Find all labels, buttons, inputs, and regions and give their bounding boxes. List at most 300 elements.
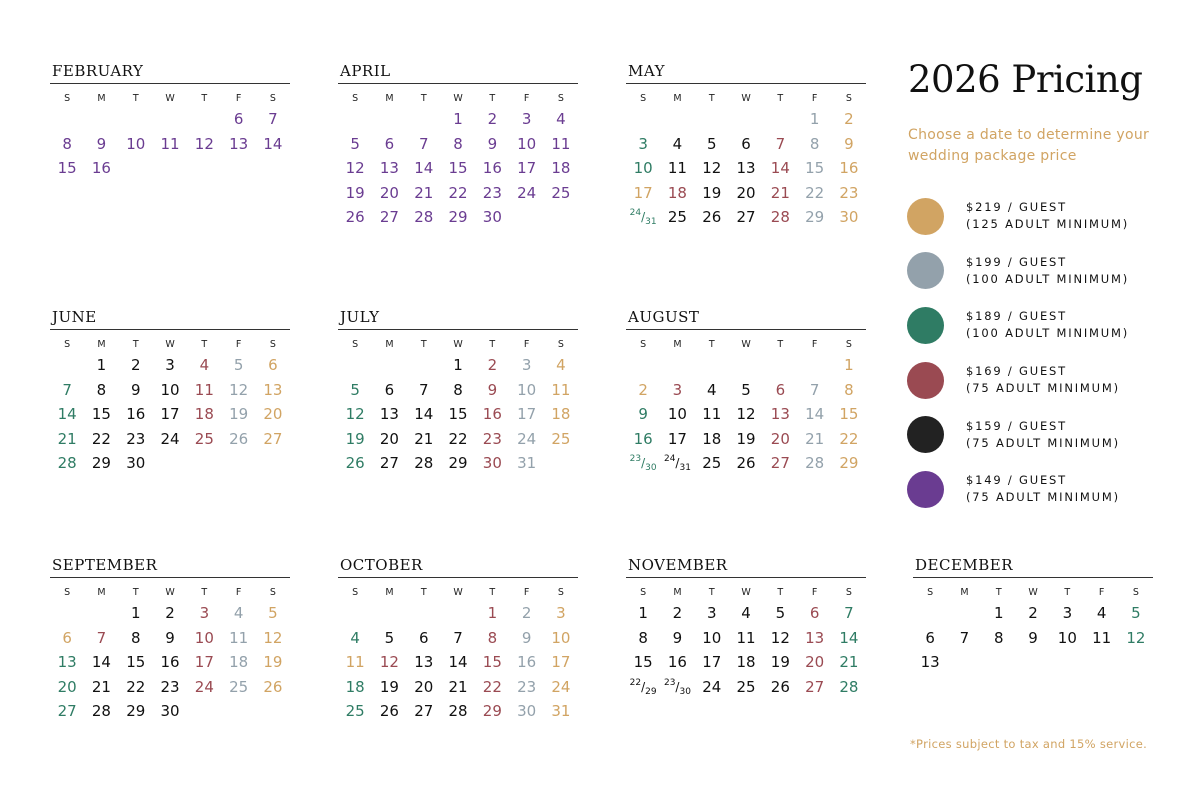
calendar-day[interactable]: 20 xyxy=(770,429,790,448)
calendar-day[interactable]: 30 xyxy=(160,702,180,721)
calendar-day[interactable]: 27 xyxy=(736,208,756,227)
calendar-day[interactable]: 6 xyxy=(384,380,395,399)
calendar-day[interactable]: 24 xyxy=(160,429,180,448)
calendar-day[interactable]: 20 xyxy=(379,429,399,448)
calendar-day[interactable]: 27 xyxy=(57,702,77,721)
calendar-day[interactable]: 16 xyxy=(667,653,687,672)
calendar-day[interactable]: 11 xyxy=(667,159,687,178)
calendar-day[interactable]: 17 xyxy=(517,159,537,178)
calendar-day[interactable]: 19 xyxy=(345,183,365,202)
calendar-day[interactable]: 16 xyxy=(633,429,653,448)
calendar-day[interactable]: 22 xyxy=(448,429,468,448)
calendar-day[interactable]: 19 xyxy=(229,405,249,424)
calendar-day[interactable]: 20 xyxy=(736,183,756,202)
calendar-day[interactable]: 23 xyxy=(160,677,180,696)
calendar-day[interactable]: 11 xyxy=(229,628,249,647)
calendar-day[interactable]: 16 xyxy=(126,405,146,424)
calendar-day[interactable]: 30 xyxy=(839,208,859,227)
calendar-day[interactable]: 28 xyxy=(448,702,468,721)
calendar-day[interactable]: 10 xyxy=(1057,628,1077,647)
calendar-day[interactable]: 9 xyxy=(130,380,141,399)
calendar-day[interactable]: 28 xyxy=(91,702,111,721)
calendar-day[interactable]: 17 xyxy=(633,183,653,202)
calendar-day[interactable]: 6 xyxy=(233,110,244,128)
calendar-day[interactable]: 2 xyxy=(844,110,854,128)
calendar-day[interactable]: 21 xyxy=(839,653,859,672)
month-divider xyxy=(913,577,1153,578)
empty-day xyxy=(50,601,84,626)
calendar-day[interactable]: 1 xyxy=(487,604,498,622)
calendar-day[interactable]: 18 xyxy=(551,159,571,178)
weekday-label: M xyxy=(385,93,394,104)
calendar-day[interactable]: 1 xyxy=(993,604,1004,622)
day-grid xyxy=(338,584,578,724)
calendar-day[interactable]: 3 xyxy=(638,134,648,153)
calendar-day[interactable]: 3 xyxy=(672,380,683,399)
calendar-day[interactable]: 19 xyxy=(702,183,722,202)
calendar-day[interactable]: 9 xyxy=(165,628,175,647)
calendar-day[interactable]: 7 xyxy=(844,604,854,622)
calendar-day[interactable]: 3 xyxy=(706,604,717,622)
calendar-day[interactable]: 21 xyxy=(91,677,111,696)
calendar-day[interactable]: 11 xyxy=(736,628,756,647)
calendar-day[interactable]: $^{23}/_{30}$ xyxy=(663,677,691,697)
calendar-day[interactable]: 22 xyxy=(482,677,502,696)
calendar-day[interactable]: 13 xyxy=(57,653,77,672)
calendar-day[interactable]: 15 xyxy=(126,653,146,672)
calendar-day[interactable]: 11 xyxy=(551,134,571,153)
calendar-day[interactable]: 27 xyxy=(770,454,790,473)
calendar-day[interactable]: 15 xyxy=(482,653,502,672)
calendar-day[interactable]: 29 xyxy=(91,454,111,473)
calendar-day[interactable]: 3 xyxy=(521,110,532,128)
weekday-label: T xyxy=(489,339,496,350)
calendar-day[interactable]: 20 xyxy=(57,677,77,696)
calendar-day[interactable]: 26 xyxy=(379,702,399,721)
weekday-label: T xyxy=(420,93,427,104)
calendar-day[interactable]: 21 xyxy=(414,183,434,202)
calendar-day[interactable]: 13 xyxy=(770,405,790,424)
calendar-day[interactable]: 9 xyxy=(487,380,498,399)
calendar-day[interactable]: 3 xyxy=(1062,604,1073,622)
calendar-day[interactable]: 25 xyxy=(551,429,571,448)
calendar-day[interactable]: 25 xyxy=(229,677,249,696)
calendar-day[interactable]: 8 xyxy=(453,380,463,399)
calendar-day[interactable]: 22 xyxy=(448,183,468,202)
calendar-day[interactable]: 7 xyxy=(453,628,463,647)
weekday-label: S xyxy=(927,587,934,598)
calendar-day[interactable]: 30 xyxy=(126,454,146,473)
calendar-day[interactable]: 14 xyxy=(91,653,111,672)
weekday-label: T xyxy=(777,587,784,598)
calendar-day[interactable]: 26 xyxy=(263,677,283,696)
calendar-day[interactable]: 2 xyxy=(1028,604,1038,622)
calendar-day[interactable]: 9 xyxy=(96,134,107,153)
calendar-day[interactable]: 15 xyxy=(57,159,77,178)
calendar-day[interactable]: 8 xyxy=(96,380,107,399)
month-october xyxy=(338,554,578,724)
calendar-day[interactable]: 25 xyxy=(551,183,571,202)
calendar-day[interactable]: 10 xyxy=(667,405,687,424)
calendar-day[interactable]: 4 xyxy=(672,134,683,153)
calendar-day[interactable]: 5 xyxy=(775,604,786,622)
calendar-day[interactable]: 4 xyxy=(556,110,566,128)
empty-day xyxy=(695,353,729,378)
calendar-day[interactable]: 1 xyxy=(453,110,463,128)
calendar-day[interactable]: 14 xyxy=(770,159,790,178)
calendar-day[interactable]: 24 xyxy=(702,677,722,696)
calendar-day[interactable]: 24 xyxy=(194,677,214,696)
calendar-day[interactable]: 29 xyxy=(126,702,146,721)
weekday-label: T xyxy=(132,339,139,350)
calendar-day[interactable]: 11 xyxy=(194,380,214,399)
calendar-day[interactable]: 2 xyxy=(672,604,683,622)
calendar-day[interactable]: 29 xyxy=(448,454,468,473)
calendar-day[interactable]: 9 xyxy=(844,134,854,153)
weekday-label: S xyxy=(845,587,852,598)
calendar-day[interactable]: 26 xyxy=(345,208,365,227)
calendar-day[interactable]: 10 xyxy=(160,380,180,399)
calendar-day[interactable]: 26 xyxy=(345,454,365,473)
calendar-day[interactable]: $^{24}/_{31}$ xyxy=(629,208,657,228)
calendar-day[interactable]: 18 xyxy=(667,183,687,202)
calendar-day[interactable]: 20 xyxy=(414,677,434,696)
calendar-day[interactable]: 6 xyxy=(418,628,429,647)
calendar-day[interactable]: 16 xyxy=(517,653,537,672)
month-divider xyxy=(338,83,578,84)
calendar-day[interactable]: 15 xyxy=(805,159,825,178)
calendar-day[interactable]: 5 xyxy=(706,134,717,153)
calendar-day[interactable]: 22 xyxy=(91,429,111,448)
calendar-day[interactable]: 7 xyxy=(418,380,429,399)
month-name: JULY xyxy=(340,308,380,326)
calendar-day[interactable]: 21 xyxy=(448,677,468,696)
calendar-day[interactable]: 19 xyxy=(736,429,756,448)
calendar-day[interactable]: 6 xyxy=(268,356,278,374)
day-grid xyxy=(626,584,866,699)
calendar-day[interactable]: 17 xyxy=(517,405,537,424)
calendar-day[interactable]: 29 xyxy=(448,208,468,227)
month-february xyxy=(50,60,290,181)
calendar-day[interactable]: 24 xyxy=(517,429,537,448)
calendar-day[interactable]: 16 xyxy=(160,653,180,672)
calendar-day[interactable]: 8 xyxy=(638,628,648,647)
page-subtitle: Choose a date to determine your wedding package price xyxy=(908,127,1150,164)
calendar-day[interactable]: 13 xyxy=(736,159,756,178)
calendar-day[interactable]: 11 xyxy=(345,653,365,672)
calendar-day[interactable]: 17 xyxy=(551,653,571,672)
calendar-day[interactable]: 7 xyxy=(809,380,820,399)
empty-day xyxy=(153,107,187,132)
weekday-label: S xyxy=(845,339,852,350)
calendar-day[interactable]: 17 xyxy=(667,429,687,448)
calendar-day[interactable]: 6 xyxy=(62,628,72,647)
calendar-day[interactable]: 15 xyxy=(633,653,653,672)
calendar-day[interactable]: 22 xyxy=(805,183,825,202)
calendar-day[interactable]: 18 xyxy=(194,405,214,424)
calendar-day[interactable]: 4 xyxy=(350,628,360,647)
calendar-day[interactable]: 5 xyxy=(384,628,395,647)
empty-day xyxy=(187,107,221,132)
calendar-day[interactable]: 8 xyxy=(844,380,854,399)
calendar-day[interactable]: 6 xyxy=(775,380,786,399)
calendar-day[interactable]: 5 xyxy=(350,134,360,153)
calendar-day[interactable]: 4 xyxy=(706,380,717,399)
calendar-day[interactable]: 3 xyxy=(556,604,566,622)
calendar-day[interactable]: 7 xyxy=(96,628,107,647)
calendar-day[interactable]: 12 xyxy=(194,134,214,153)
calendar-day[interactable]: 23 xyxy=(126,429,146,448)
calendar-day[interactable]: 14 xyxy=(414,405,434,424)
calendar-day[interactable]: 3 xyxy=(199,604,210,622)
calendar-day[interactable]: 28 xyxy=(414,208,434,227)
calendar-day[interactable]: 1 xyxy=(638,604,648,622)
calendar-day[interactable]: 17 xyxy=(702,653,722,672)
calendar-day[interactable]: 6 xyxy=(741,134,751,153)
calendar-day[interactable]: 3 xyxy=(165,356,175,374)
calendar-day[interactable]: 8 xyxy=(453,134,463,153)
calendar-day[interactable]: 5 xyxy=(233,356,244,374)
calendar-day[interactable]: 23 xyxy=(482,183,502,202)
calendar-day[interactable]: 20 xyxy=(263,405,283,424)
calendar-day[interactable]: 22 xyxy=(126,677,146,696)
calendar-day[interactable]: 2 xyxy=(638,380,648,399)
calendar-day[interactable]: 7 xyxy=(62,380,72,399)
calendar-day[interactable]: 31 xyxy=(551,702,571,721)
calendar-day[interactable]: 18 xyxy=(551,405,571,424)
calendar-day[interactable]: 26 xyxy=(770,677,790,696)
calendar-day[interactable]: 27 xyxy=(379,454,399,473)
calendar-day[interactable]: 14 xyxy=(57,405,77,424)
calendar-day[interactable]: 17 xyxy=(194,653,214,672)
calendar-day[interactable]: 21 xyxy=(57,429,77,448)
calendar-day[interactable]: 1 xyxy=(809,110,820,128)
calendar-day[interactable]: 16 xyxy=(482,159,502,178)
calendar-day[interactable]: 6 xyxy=(809,604,820,622)
calendar-day[interactable]: 12 xyxy=(702,159,722,178)
calendar-day[interactable]: 6 xyxy=(384,134,395,153)
calendar-day[interactable]: 19 xyxy=(379,677,399,696)
weekday-label: S xyxy=(64,587,71,598)
legend-minimum: (125 ADULT MINIMUM) xyxy=(966,217,1129,232)
calendar-day[interactable]: 14 xyxy=(805,405,825,424)
calendar-day[interactable]: 9 xyxy=(672,628,683,647)
calendar-day[interactable]: 25 xyxy=(194,429,214,448)
calendar-day[interactable]: 2 xyxy=(487,356,498,374)
calendar-day[interactable]: 27 xyxy=(263,429,283,448)
calendar-day[interactable]: $^{23}/_{30}$ xyxy=(629,454,657,474)
calendar-day[interactable]: 14 xyxy=(263,134,283,153)
calendar-day[interactable]: $^{24}/_{31}$ xyxy=(663,454,691,474)
calendar-day[interactable]: 15 xyxy=(448,405,468,424)
calendar-day[interactable]: 13 xyxy=(379,159,399,178)
calendar-day[interactable]: 2 xyxy=(130,356,141,374)
calendar-day[interactable]: 10 xyxy=(702,628,722,647)
calendar-day[interactable]: 29 xyxy=(805,208,825,227)
calendar-day[interactable]: 12 xyxy=(229,380,249,399)
calendar-day[interactable]: 10 xyxy=(517,380,537,399)
calendar-day[interactable]: 9 xyxy=(487,134,498,153)
calendar-day[interactable]: 8 xyxy=(809,134,820,153)
calendar-day[interactable]: 13 xyxy=(414,653,434,672)
weekday-label: S xyxy=(352,93,359,104)
calendar-day[interactable]: 11 xyxy=(551,380,571,399)
calendar-day[interactable]: 26 xyxy=(736,454,756,473)
calendar-day[interactable]: 10 xyxy=(551,628,571,647)
calendar-day[interactable]: 21 xyxy=(770,183,790,202)
calendar-day[interactable]: 10 xyxy=(517,134,537,153)
calendar-day[interactable]: 15 xyxy=(448,159,468,178)
calendar-day[interactable]: 30 xyxy=(482,208,502,227)
day-grid xyxy=(626,336,866,476)
calendar-day[interactable]: 27 xyxy=(805,677,825,696)
calendar-day[interactable]: 11 xyxy=(702,405,722,424)
calendar-day[interactable]: 1 xyxy=(96,356,107,374)
calendar-day[interactable]: 10 xyxy=(194,628,214,647)
calendar-day[interactable]: 12 xyxy=(263,628,283,647)
calendar-day[interactable]: 10 xyxy=(126,134,146,153)
calendar-day[interactable]: 2 xyxy=(521,604,532,622)
calendar-day[interactable]: 5 xyxy=(268,604,278,622)
calendar-day[interactable]: 17 xyxy=(160,405,180,424)
calendar-day[interactable]: 27 xyxy=(414,702,434,721)
month-name: MAY xyxy=(628,62,665,80)
calendar-day[interactable]: 14 xyxy=(839,628,859,647)
calendar-day[interactable]: 4 xyxy=(1096,604,1107,622)
calendar-day[interactable]: 7 xyxy=(268,110,278,128)
calendar-day[interactable]: 18 xyxy=(345,677,365,696)
calendar-day[interactable]: 8 xyxy=(130,628,141,647)
calendar-day[interactable]: 31 xyxy=(517,454,537,473)
calendar-day[interactable]: 1 xyxy=(453,356,463,374)
calendar-day[interactable]: 12 xyxy=(345,405,365,424)
legend-minimum: (100 ADULT MINIMUM) xyxy=(966,326,1129,341)
calendar-day[interactable]: 13 xyxy=(263,380,283,399)
calendar-day[interactable]: 13 xyxy=(229,134,249,153)
calendar-day[interactable]: 4 xyxy=(199,356,210,374)
weekday-label: F xyxy=(811,587,818,598)
calendar-day[interactable]: 18 xyxy=(229,653,249,672)
calendar-day[interactable]: 21 xyxy=(805,429,825,448)
calendar-day[interactable]: 9 xyxy=(638,405,648,424)
calendar-day[interactable]: 22 xyxy=(839,429,859,448)
price-dot-gold xyxy=(907,198,944,235)
weekday-label: F xyxy=(811,93,818,104)
calendar-day[interactable]: 25 xyxy=(345,702,365,721)
calendar-day[interactable]: 9 xyxy=(1028,628,1038,647)
calendar-day[interactable]: 24 xyxy=(551,677,571,696)
calendar-day[interactable]: 28 xyxy=(770,208,790,227)
calendar-day[interactable]: 12 xyxy=(770,628,790,647)
calendar-day[interactable]: 20 xyxy=(805,653,825,672)
calendar-day[interactable]: 1 xyxy=(130,604,141,622)
calendar-day[interactable]: 30 xyxy=(517,702,537,721)
calendar-day[interactable]: 2 xyxy=(165,604,175,622)
calendar-day[interactable]: 16 xyxy=(839,159,859,178)
calendar-day[interactable]: 12 xyxy=(345,159,365,178)
calendar-day[interactable]: 5 xyxy=(1131,604,1141,622)
calendar-day[interactable]: 28 xyxy=(805,454,825,473)
calendar-day[interactable]: 8 xyxy=(62,134,72,153)
calendar-day[interactable]: 16 xyxy=(91,159,111,178)
calendar-day[interactable]: 29 xyxy=(839,454,859,473)
calendar-day[interactable]: 9 xyxy=(521,628,532,647)
calendar-day[interactable]: 6 xyxy=(925,628,935,647)
calendar-day[interactable]: 23 xyxy=(839,183,859,202)
calendar-day[interactable]: 29 xyxy=(482,702,502,721)
calendar-day[interactable]: 25 xyxy=(702,454,722,473)
weekday-label: F xyxy=(235,93,242,104)
empty-day xyxy=(763,107,797,132)
calendar-day[interactable]: 7 xyxy=(775,134,786,153)
calendar-day[interactable]: 7 xyxy=(959,628,970,647)
calendar-day[interactable]: 19 xyxy=(770,653,790,672)
calendar-day[interactable]: 13 xyxy=(379,405,399,424)
calendar-day[interactable]: 28 xyxy=(414,454,434,473)
calendar-day[interactable]: 13 xyxy=(920,653,940,672)
calendar-day[interactable]: $^{22}/_{29}$ xyxy=(629,677,657,697)
calendar-day[interactable]: 18 xyxy=(736,653,756,672)
calendar-day[interactable]: 12 xyxy=(379,653,399,672)
calendar-day[interactable]: 4 xyxy=(233,604,244,622)
calendar-day[interactable]: 12 xyxy=(736,405,756,424)
calendar-day[interactable]: 16 xyxy=(482,405,502,424)
calendar-day[interactable]: 15 xyxy=(839,405,859,424)
weekday-label: M xyxy=(97,339,106,350)
calendar-day[interactable]: 10 xyxy=(633,159,653,178)
calendar-day[interactable]: 24 xyxy=(517,183,537,202)
calendar-day[interactable]: 5 xyxy=(741,380,751,399)
calendar-day[interactable]: 2 xyxy=(487,110,498,128)
calendar-day[interactable]: 7 xyxy=(418,134,429,153)
calendar-day[interactable]: 21 xyxy=(414,429,434,448)
calendar-day[interactable]: 4 xyxy=(741,604,751,622)
calendar-day[interactable]: 13 xyxy=(805,628,825,647)
calendar-day[interactable]: 8 xyxy=(993,628,1004,647)
calendar-day[interactable]: 12 xyxy=(1126,628,1146,647)
weekday-label: T xyxy=(132,93,139,104)
calendar-day[interactable]: 14 xyxy=(448,653,468,672)
calendar-day[interactable]: 20 xyxy=(379,183,399,202)
calendar-day[interactable]: 14 xyxy=(414,159,434,178)
calendar-day[interactable]: 3 xyxy=(521,356,532,374)
calendar-day[interactable]: 26 xyxy=(229,429,249,448)
calendar-day[interactable]: 18 xyxy=(702,429,722,448)
calendar-day[interactable]: 19 xyxy=(345,429,365,448)
calendar-day[interactable]: 5 xyxy=(350,380,360,399)
calendar-day[interactable]: 28 xyxy=(57,454,77,473)
calendar-day[interactable]: 11 xyxy=(1092,628,1112,647)
calendar-day[interactable]: 26 xyxy=(702,208,722,227)
calendar-day[interactable]: 23 xyxy=(517,677,537,696)
weekday-label: F xyxy=(235,339,242,350)
calendar-day[interactable]: 28 xyxy=(839,677,859,696)
calendar-day[interactable]: 19 xyxy=(263,653,283,672)
calendar-day[interactable]: 23 xyxy=(482,429,502,448)
calendar-day[interactable]: 4 xyxy=(556,356,566,374)
calendar-day[interactable]: 27 xyxy=(379,208,399,227)
day-grid xyxy=(913,584,1153,675)
weekday-label: T xyxy=(708,339,715,350)
calendar-day[interactable]: 8 xyxy=(487,628,498,647)
calendar-day[interactable]: 30 xyxy=(482,454,502,473)
weekday-label: S xyxy=(269,93,276,104)
calendar-day[interactable]: 25 xyxy=(667,208,687,227)
calendar-day[interactable]: 1 xyxy=(844,356,854,374)
calendar-day[interactable]: 15 xyxy=(91,405,111,424)
calendar-day[interactable]: 25 xyxy=(736,677,756,696)
calendar-day[interactable]: 11 xyxy=(160,134,180,153)
